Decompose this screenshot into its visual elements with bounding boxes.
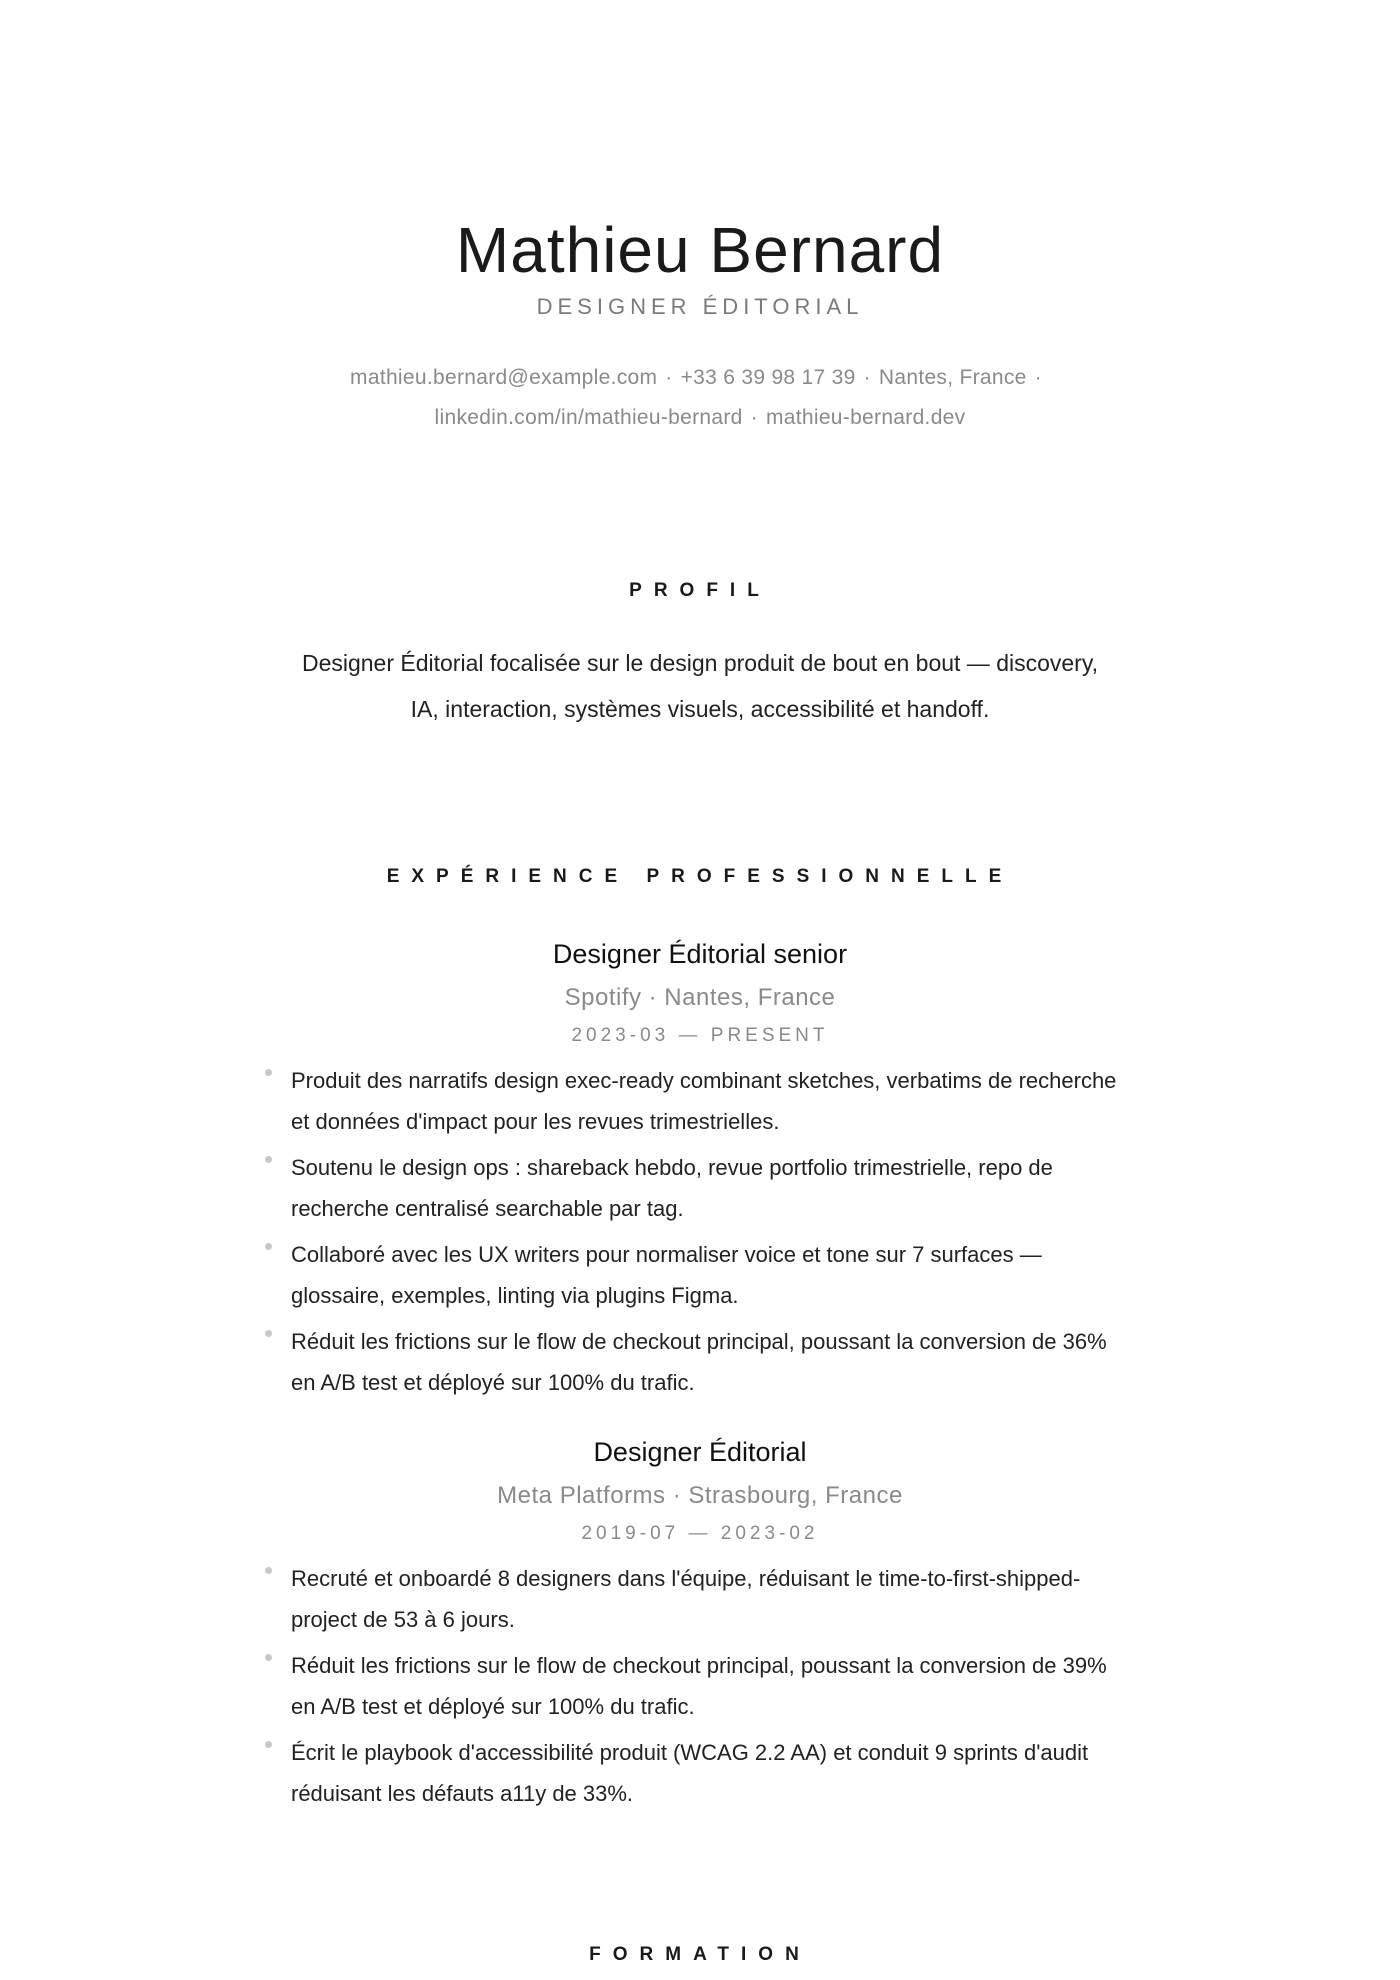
job-dates: 2019-07 — 2023-02	[581, 1523, 819, 1544]
job-bullet-text: Collaboré avec les UX writers pour normaliser voice et tone sur 7 surfaces — glossaire, exemples, linting via plugins Figma.	[291, 1242, 1042, 1308]
job-entry	[0, 1434, 1400, 1819]
bullet-dot-icon	[265, 1330, 272, 1337]
contact-line-2	[250, 398, 1150, 438]
contact-phone[interactable]: +33 6 39 98 17 39	[680, 366, 856, 389]
job-bullet-text: Réduit les frictions sur le flow de checkout principal, poussant la conversion de 36% en A/B test et déployé sur 100% du trafic.	[291, 1329, 1107, 1395]
job-bullet	[265, 1060, 1135, 1142]
job-company: Spotify · Nantes, France	[564, 984, 836, 1011]
bullet-dot-icon	[265, 1741, 272, 1748]
contact-info	[250, 358, 1150, 438]
job-bullet-text: Produit des narratifs design exec-ready combinant sketches, verbatims de recherche et données d'impact pour les revues trimestrielles.	[291, 1068, 1117, 1134]
job-bullet	[265, 1234, 1135, 1316]
bullet-dot-icon	[265, 1654, 272, 1661]
job-bullet	[265, 1558, 1135, 1640]
section-title-profile: PROFIL	[629, 580, 771, 601]
contact-separator: ·	[863, 366, 871, 389]
contact-email[interactable]: mathieu.bernard@example.com	[350, 366, 658, 389]
contact-separator: ·	[665, 366, 673, 389]
contact-location: Nantes, France	[878, 366, 1027, 389]
job-bullet	[265, 1321, 1135, 1403]
bullet-dot-icon	[265, 1567, 272, 1574]
job-bullet	[265, 1147, 1135, 1229]
contact-linkedin-link[interactable]: linkedin.com/in/mathieu-bernard	[434, 406, 743, 429]
job-bullet-text: Réduit les frictions sur le flow de checkout principal, poussant la conversion de 39% en A/B test et déployé sur 100% du trafic.	[291, 1653, 1107, 1719]
contact-separator: ·	[750, 406, 758, 429]
person-name: Mathieu Bernard	[455, 214, 945, 286]
job-bullet	[265, 1645, 1135, 1727]
bullet-dot-icon	[265, 1069, 272, 1076]
job-bullet-text: Recruté et onboardé 8 designers dans l'équipe, réduisant le time-to-first-shipped-project de 53 à 6 jours.	[291, 1566, 1081, 1632]
section-title-experience: EXPÉRIENCE PROFESSIONNELLE	[386, 866, 1014, 887]
section-title-education: FORMATION	[589, 1944, 811, 1965]
profile-summary: Designer Éditorial focalisée sur le design produit de bout en bout — discovery, IA, interaction, systèmes visuels, accessibilité et handoff.	[301, 650, 1099, 722]
job-bullet	[265, 1732, 1135, 1814]
contact-website-link[interactable]: mathieu-bernard.dev	[765, 406, 966, 429]
resume-header	[0, 210, 1400, 438]
job-entry	[0, 936, 1400, 1408]
job-bullet-text: Écrit le playbook d'accessibilité produit (WCAG 2.2 AA) et conduit 9 sprints d'audit réduisant les défauts a11y de 33%.	[291, 1740, 1089, 1806]
contact-line-1	[250, 358, 1150, 398]
bullet-dot-icon	[265, 1156, 272, 1163]
job-company: Meta Platforms · Strasbourg, France	[497, 1482, 903, 1509]
contact-separator: ·	[1034, 366, 1042, 389]
person-role: DESIGNER ÉDITORIAL	[536, 294, 864, 319]
job-title: Designer Éditorial senior	[552, 939, 848, 969]
bullet-dot-icon	[265, 1243, 272, 1250]
job-bullets	[265, 1060, 1135, 1403]
job-title: Designer Éditorial	[593, 1437, 807, 1467]
job-dates: 2023-03 — PRESENT	[571, 1025, 829, 1046]
job-bullet-text: Soutenu le design ops : shareback hebdo, revue portfolio trimestrielle, repo de recherche centralisé searchable par tag.	[291, 1155, 1053, 1221]
job-bullets	[265, 1558, 1135, 1814]
